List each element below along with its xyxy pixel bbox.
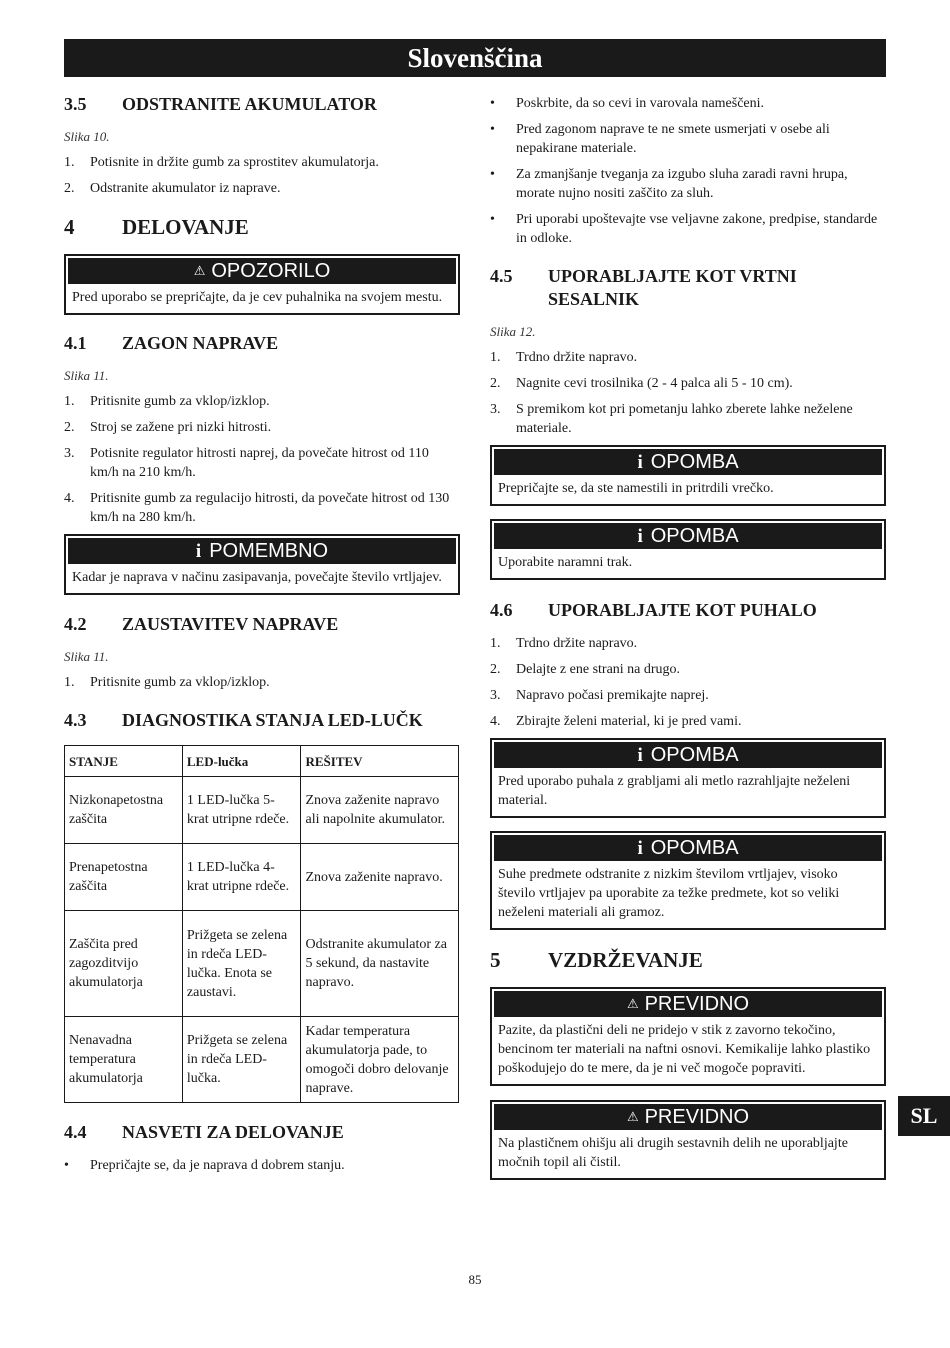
table-cell: Prižgeta se zelena in rdeča LED-lučka. Enota se zaustavi. (182, 911, 301, 1017)
note-text: Pred uporabo puhala z grabljami ali metlo razrahljajte neželeni material. (498, 774, 851, 808)
info-icon: i (195, 541, 202, 562)
section-number: 4.5 (490, 266, 513, 286)
note-box (490, 519, 886, 580)
section-number: 4.3 (64, 710, 87, 730)
list-item: 2. Stroj se zažene pri nizki hitrosti. (64, 420, 272, 435)
note-header (494, 835, 882, 861)
table-cell: Prenapetostna zaščita (65, 844, 183, 911)
list-item: 3. S premikom kot pri pometanju lahko zberete lahke neželene materiale. (490, 402, 853, 436)
warning-triangle-icon: ⚠ (626, 996, 639, 1011)
table-row (65, 1017, 459, 1103)
section-title: NASVETI ZA DELOVANJE (122, 1122, 344, 1142)
left-column (64, 93, 460, 1182)
section-number: 4.6 (490, 600, 513, 620)
table-cell: Nenavadna temperatura akumulatorja (65, 1017, 183, 1103)
steps-4-5 (490, 348, 886, 438)
warning-box (64, 254, 460, 315)
important-label: POMEMBNO (209, 540, 329, 562)
table-cell: Odstranite akumulator za 5 sekund, da nastavite napravo. (301, 911, 459, 1017)
note-header (494, 523, 882, 549)
list-item: 2. Nagnite cevi trosilnika (2 - 4 palca ali 5 - 10 cm). (490, 376, 793, 391)
section-title: UPORABLJAJTE KOT PUHALO (548, 600, 817, 620)
section-4-3-heading (64, 709, 460, 732)
section-4-2-heading (64, 613, 460, 636)
important-header (68, 538, 456, 564)
table-cell: Znova zaženite napravo ali napolnite akumulator. (301, 777, 459, 844)
caution-box (490, 1100, 886, 1180)
note-label: OPOMBA (650, 837, 739, 859)
list-item: 1. Potisnite in držite gumb za sprostitev akumulatorja. (64, 155, 379, 170)
section-4-heading (64, 214, 460, 240)
right-column (490, 93, 886, 1180)
figure-reference: Slika 11. (64, 649, 109, 664)
table-row (65, 777, 459, 844)
note-text: Uporabite naramni trak. (498, 555, 633, 570)
warning-header (68, 258, 456, 284)
section-number: 4.1 (64, 333, 87, 353)
list-item: 1. Pritisnite gumb za vklop/izklop. (64, 394, 270, 409)
warning-label: OPOZORILO (211, 260, 331, 282)
note-box (490, 738, 886, 818)
list-item: • Pri uporabi upoštevajte vse veljavne zakone, predpise, standarde in odloke. (490, 212, 878, 246)
table-cell: Znova zaženite napravo. (301, 844, 459, 911)
note-label: OPOMBA (650, 451, 739, 473)
steps-4-2 (64, 673, 460, 692)
tips-list-continued (490, 94, 886, 248)
table-cell: Nizkonapetostna zaščita (65, 777, 183, 844)
caution-box (490, 987, 886, 1086)
note-text: Suhe predmete odstranite z nizkim številom vrtljajev, visoko število vrtljajev pa uporabite za težke predmete, kot so veliki neželeni materiali ali gramoz. (498, 867, 840, 920)
section-3-5-heading (64, 93, 460, 116)
warning-text: Pred uporabo se prepričajte, da je cev puhalnika na svojem mestu. (72, 290, 443, 305)
list-item: 1. Trdno držite napravo. (490, 636, 638, 651)
note-text: Prepričajte se, da ste namestili in pritrdili vrečko. (498, 481, 774, 496)
list-item: 3. Potisnite regulator hitrosti naprej, da povečate hitrost od 110 km/h na 210 km/h. (64, 446, 429, 480)
page-title: Slovenščina (64, 39, 886, 77)
caution-text: Na plastičnem ohišju ali drugih sestavnih delih ne uporabljajte močnih topil ali čistil. (498, 1136, 848, 1170)
list-item: 2. Odstranite akumulator iz naprave. (64, 181, 281, 196)
caution-header (494, 1104, 882, 1130)
page-number: 85 (468, 1272, 482, 1287)
section-title: ODSTRANITE AKUMULATOR (122, 94, 377, 114)
note-label: OPOMBA (650, 744, 739, 766)
table-cell: Prižgeta se zelena in rdeča LED-lučka. (182, 1017, 301, 1103)
column-header: STANJE (65, 746, 183, 777)
section-title: ZAGON NAPRAVE (122, 333, 279, 353)
table-cell: 1 LED-lučka 5-krat utripne rdeče. (182, 777, 301, 844)
list-item: • Poskrbite, da so cevi in varovala nameščeni. (490, 96, 765, 111)
warning-triangle-icon: ⚠ (193, 263, 206, 278)
table-cell: Zaščita pred zagozditvijo akumulatorja (65, 911, 183, 1017)
table-row (65, 911, 459, 1017)
section-number: 5 (490, 948, 501, 972)
caution-header (494, 991, 882, 1017)
important-box (64, 534, 460, 595)
section-number: 3.5 (64, 94, 87, 114)
language-tab: SL (898, 1096, 950, 1136)
caution-text: Pazite, da plastični deli ne pridejo v stik z zavorno tekočino, bencinom ter materiali na naftni osnovi. Kemikalije lahko plastiko poškodujejo do te mere, da je ni več mogoče popraviti. (498, 1023, 871, 1076)
section-4-1-heading (64, 332, 460, 355)
section-title: DELOVANJE (122, 215, 249, 239)
list-item: • Za zmanjšanje tveganja za izgubo sluha zaradi ravni hrupa, morate nujno nositi zaščito za sluh. (490, 167, 848, 201)
table-row (65, 844, 459, 911)
section-number: 4.2 (64, 614, 87, 634)
list-item: • Pred zagonom naprave te ne smete usmerjati v osebe ali nepakirane materiale. (490, 122, 830, 156)
info-icon: i (637, 526, 643, 547)
table-header-row (65, 746, 459, 777)
caution-label: PREVIDNO (644, 1106, 750, 1128)
steps-4-1 (64, 392, 460, 527)
section-4-6-heading (490, 599, 886, 622)
info-icon: i (637, 745, 643, 766)
steps-4-6 (490, 634, 886, 731)
table-cell: Kadar temperatura akumulatorja pade, to omogoči dobro delovanje naprave. (301, 1017, 459, 1103)
figure-reference: Slika 11. (64, 368, 109, 383)
list-item: • Prepričajte se, da je naprava d dobrem stanju. (64, 1158, 345, 1173)
table-cell: 1 LED-lučka 4-krat utripne rdeče. (182, 844, 301, 911)
list-item: 4. Pritisnite gumb za regulacijo hitrosti, da povečate hitrost od 130 km/h na 280 km/h. (64, 491, 450, 525)
important-text: Kadar je naprava v načinu zasipavanja, povečajte število vrtljajev. (72, 570, 442, 585)
led-diagnostics-table (64, 745, 459, 1103)
steps-3-5 (64, 153, 460, 198)
list-item: 1. Trdno držite napravo. (490, 350, 638, 365)
section-title: VZDRŽEVANJE (548, 948, 703, 972)
note-box (490, 445, 886, 506)
section-title: ZAUSTAVITEV NAPRAVE (122, 614, 339, 634)
info-icon: i (637, 452, 643, 473)
section-title: DIAGNOSTIKA STANJA LED-LUČK (122, 710, 423, 730)
note-box (490, 831, 886, 930)
note-label: OPOMBA (650, 525, 739, 547)
list-item: 3. Napravo počasi premikajte naprej. (490, 688, 709, 703)
section-number: 4.4 (64, 1122, 87, 1142)
note-header (494, 449, 882, 475)
section-4-5-heading (490, 265, 886, 311)
list-item: 1. Pritisnite gumb za vklop/izklop. (64, 675, 270, 690)
caution-label: PREVIDNO (644, 993, 750, 1015)
figure-reference: Slika 12. (490, 324, 536, 339)
section-number: 4 (64, 215, 75, 239)
list-item: 4. Zbirajte želeni material, ki je pred vami. (490, 714, 742, 729)
warning-triangle-icon: ⚠ (626, 1109, 639, 1124)
column-header: LED-lučka (182, 746, 301, 777)
info-icon: i (637, 838, 643, 859)
figure-reference: Slika 10. (64, 129, 110, 144)
section-title: UPORABLJAJTE KOT VRTNI SESALNIK (548, 266, 797, 309)
list-item: 2. Delajte z ene strani na drugo. (490, 662, 681, 677)
section-5-heading (490, 947, 886, 973)
column-header: REŠITEV (301, 746, 459, 777)
note-header (494, 742, 882, 768)
tips-list (64, 1156, 460, 1175)
section-4-4-heading (64, 1121, 460, 1144)
